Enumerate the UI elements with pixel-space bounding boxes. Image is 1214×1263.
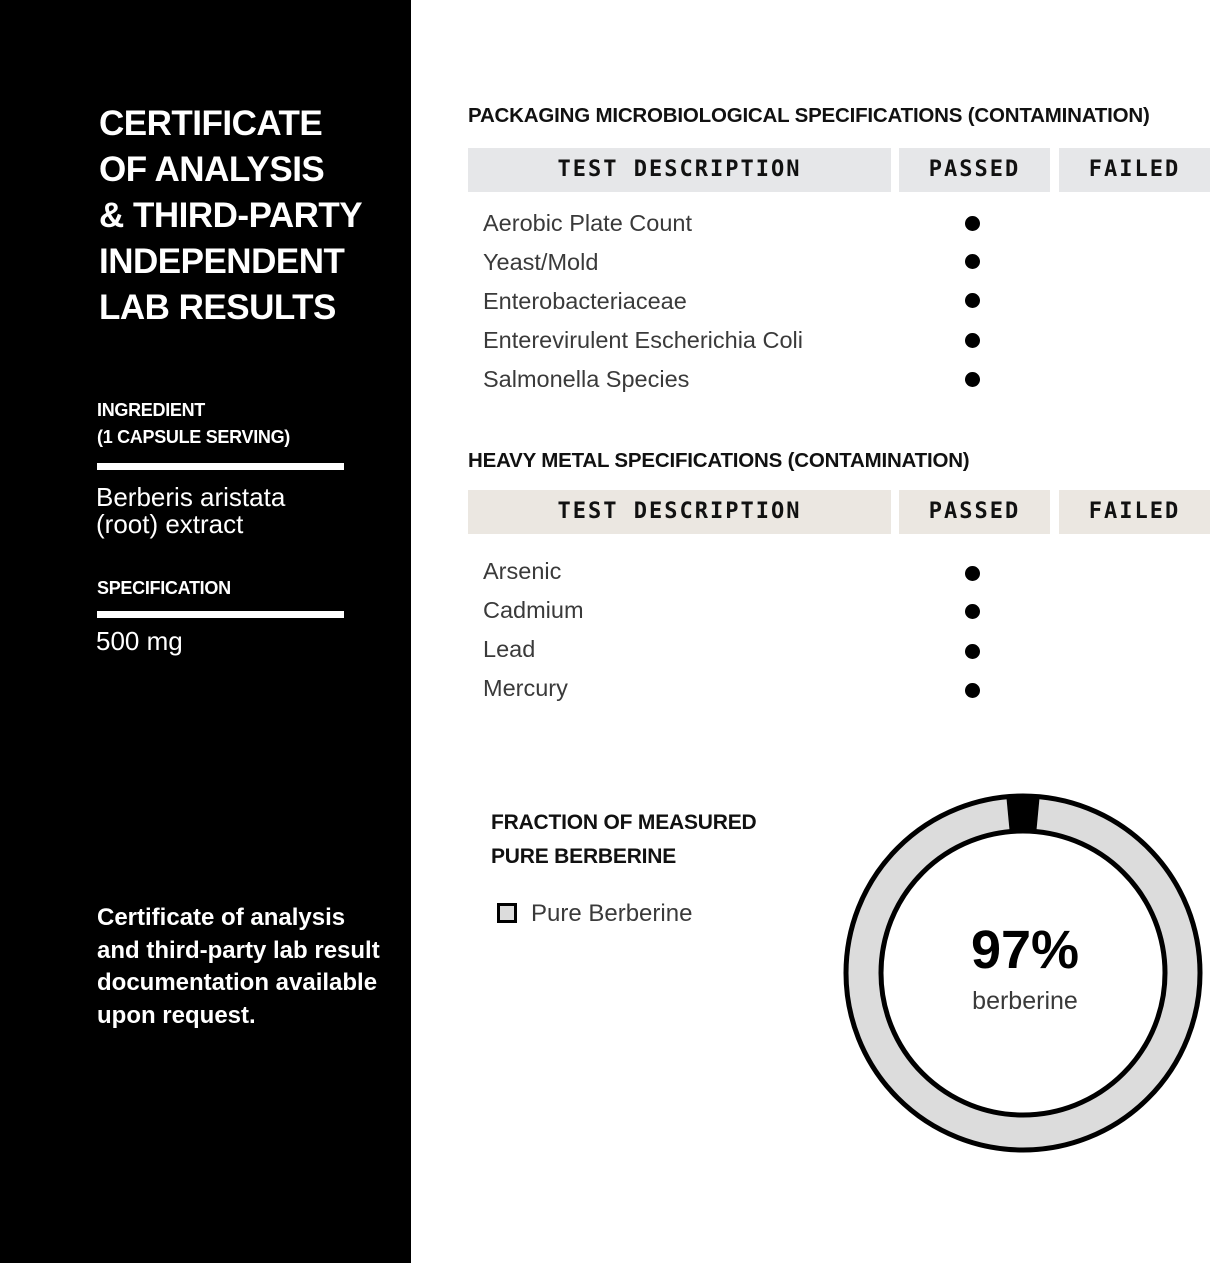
table-row: Mercury <box>483 675 568 701</box>
ingredient-value-line: (root) extract <box>96 509 244 539</box>
specification-value-text: 500 mg <box>96 626 183 656</box>
ingredient-label-line: (1 CAPSULE SERVING) <box>97 427 291 447</box>
passed-dot <box>965 333 980 348</box>
column-header-failed: FAILED <box>1059 490 1210 534</box>
title-line: LAB RESULTS <box>99 288 336 327</box>
table-row: Enterevirulent Escherichia Coli <box>483 327 804 353</box>
legend-label: Pure Berberine <box>531 900 693 927</box>
table-row: Arsenic <box>483 558 562 584</box>
passed-dot <box>965 683 980 698</box>
center-label: berberine <box>972 987 1078 1015</box>
table-row: Yeast/Mold <box>483 249 599 275</box>
passed-dot <box>965 372 980 387</box>
chart-title-line: FRACTION OF MEASURED <box>491 811 757 834</box>
chart-title <box>491 806 757 874</box>
column-header-passed: PASSED <box>899 490 1050 534</box>
ingredient-divider <box>97 463 344 470</box>
column-header-failed: FAILED <box>1059 148 1210 192</box>
center-value: 97% <box>970 920 1080 980</box>
specification-label-text: SPECIFICATION <box>97 578 231 598</box>
title-line: INDEPENDENT <box>99 242 345 281</box>
documentation-note: Certificate of analysis and third-party lab result documentation available upon request. <box>97 904 380 1029</box>
column-header-test-description: TEST DESCRIPTION <box>468 148 891 192</box>
certificate-title <box>99 101 399 331</box>
table-row: Aerobic Plate Count <box>483 210 693 236</box>
pie-slice-remainder <box>1006 796 1039 832</box>
sidebar <box>0 0 411 1263</box>
passed-dot <box>965 216 980 231</box>
passed-dot <box>965 644 980 659</box>
table-row: Cadmium <box>483 597 584 623</box>
specification-value <box>96 628 183 655</box>
passed-dot <box>965 604 980 619</box>
chart-title-line: PURE BERBERINE <box>491 845 677 868</box>
title-line: CERTIFICATE <box>99 104 323 143</box>
title-line: OF ANALYSIS <box>99 150 325 189</box>
passed-dot <box>965 293 980 308</box>
table-row: Lead <box>483 636 536 662</box>
ingredient-value-line: Berberis aristata <box>96 482 286 512</box>
column-header-test-description: TEST DESCRIPTION <box>468 490 891 534</box>
passed-dot <box>965 254 980 269</box>
table-row: Salmonella Species <box>483 366 690 392</box>
title-line: & THIRD-PARTY <box>99 196 363 235</box>
specification-label <box>97 575 231 602</box>
table-row: Enterobacteriaceae <box>483 288 687 314</box>
legend-swatch <box>497 903 517 923</box>
ingredient-label-line: INGREDIENT <box>97 400 206 420</box>
heavy-metal-section-title: HEAVY METAL SPECIFICATIONS (CONTAMINATION) <box>468 449 970 472</box>
microbiological-section-title: PACKAGING MICROBIOLOGICAL SPECIFICATIONS (CONTAMINATION) <box>468 104 1150 127</box>
passed-dot <box>965 566 980 581</box>
column-header-passed: PASSED <box>899 148 1050 192</box>
ingredient-label <box>97 397 290 451</box>
specification-divider <box>97 611 344 618</box>
ingredient-value <box>96 484 285 538</box>
